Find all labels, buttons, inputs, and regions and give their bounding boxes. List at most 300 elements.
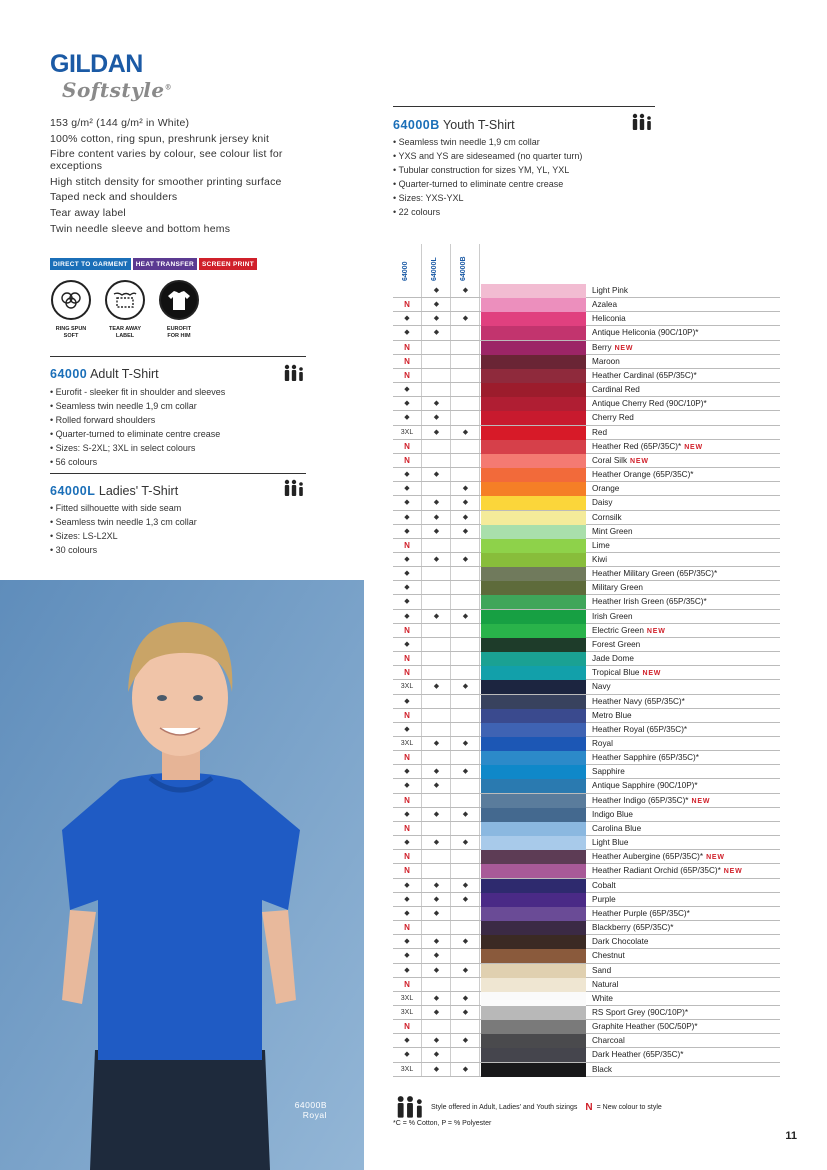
column-separator [450,794,451,807]
column-separator [479,638,480,651]
print-method-badges [50,258,257,270]
availability-cell: ◆ [433,315,440,323]
column-separator [421,539,422,552]
availability-cell: ◆ [462,612,469,620]
colour-name [592,964,611,978]
colour-swatch [481,949,586,963]
colour-swatch [481,765,586,779]
column-separator [450,468,451,481]
column-separator [450,949,451,962]
colour-swatch [481,822,586,836]
softstyle-logo: Softstyle® [62,78,173,102]
column-separator [421,284,422,297]
availability-cell [422,440,451,453]
column-separator [479,751,480,764]
colour-swatch [481,610,586,624]
column-separator [450,284,451,297]
column-separator [421,298,422,311]
column-separator [479,553,480,566]
colour-swatch [481,553,586,567]
column-separator [421,326,422,339]
availability-cell: ◆ [433,499,440,507]
column-separator [450,666,451,679]
colour-row [393,666,780,680]
column-separator [479,808,480,821]
availability-cell: ◆ [404,952,410,960]
divider [50,473,306,474]
availability-cell: ◆ [433,428,440,436]
colour-row [393,836,780,850]
column-separator [421,553,422,566]
column-separator [479,440,480,453]
column-separator [450,312,451,325]
column-separator [421,695,422,708]
availability-cell [451,666,480,679]
colour-row [393,879,780,893]
colour-swatch [481,907,586,921]
colour-swatch [481,695,586,709]
availability-cell: ◆ [433,966,440,974]
colour-row [393,1048,780,1062]
column-separator [450,326,451,339]
column-separator [421,652,422,665]
availability-cell: ◆ [404,1051,410,1059]
availability-cell [422,1020,451,1033]
colour-name-text: Heather Orange (65P/35C)* [592,470,694,480]
bullet-item: • Fitted silhouette with side seam [50,503,182,513]
availability-cell: N [404,979,410,989]
column-separator [450,836,451,849]
youth-feature-list [393,135,582,219]
colour-name [592,1006,688,1020]
availability-cell [451,326,480,339]
new-colour-tag: NEW [691,797,711,805]
colour-name [592,850,725,865]
colour-name-text: Tropical Blue [592,668,640,678]
availability-cell: ◆ [404,640,410,648]
colour-name [592,1063,612,1077]
colour-swatch [481,935,586,949]
colour-row [393,1063,780,1077]
colour-name [592,893,616,907]
colour-row [393,822,780,836]
colour-name-text: Blackberry (65P/35C)* [592,923,674,933]
product-photo [0,580,364,1170]
column-separator [421,1006,422,1019]
column-separator [479,1020,480,1033]
availability-cell: ◆ [433,740,440,747]
column-separator [479,383,480,396]
availability-cell: ◆ [404,471,410,479]
column-separator [421,765,422,778]
youth-people-icon [630,113,654,136]
availability-cell: ◆ [433,471,440,479]
new-colour-tag: NEW [614,344,634,352]
feature-icons [50,280,200,340]
column-separator [450,539,451,552]
column-separator [479,567,480,580]
colour-swatch [481,836,586,850]
legend-new-mark: N [585,1101,593,1113]
colour-name-text: Mint Green [592,526,633,536]
availability-cell [451,978,480,991]
availability-cell: 3XL [400,683,414,691]
availability-cell: ◆ [404,386,410,394]
colour-row [393,411,780,425]
youth-product-title: 64000B Youth T-Shirt [393,118,515,132]
availability-cell [422,978,451,991]
availability-cell: ◆ [462,485,469,493]
column-separator [479,822,480,835]
availability-cell: N [404,1022,410,1032]
colour-name [592,496,612,510]
column-separator [450,567,451,580]
availability-cell: ◆ [404,485,410,493]
colour-name [592,383,640,397]
cotton-boll-icon [51,280,91,320]
colour-swatch [481,454,586,468]
column-separator [479,779,480,792]
colour-row [393,610,780,624]
availability-cell: ◆ [462,994,469,1002]
availability-cell: ◆ [433,301,440,309]
colour-name [592,680,611,694]
column-separator [479,680,480,693]
colour-swatch [481,482,586,496]
column-separator [479,949,480,962]
colour-name [592,312,626,326]
feature-item: Taped neck and shoulders [50,191,178,204]
availability-cell [451,581,480,594]
colour-row [393,624,780,638]
colour-swatch [481,383,586,397]
colour-name-text: Antique Cherry Red (90C/10P)* [592,399,707,409]
column-separator [421,468,422,481]
colour-swatch [481,709,586,723]
column-separator [479,836,480,849]
colour-name [592,879,616,893]
colour-row [393,1020,780,1034]
availability-cell: ◆ [433,612,440,620]
availability-cell: ◆ [404,499,410,507]
column-separator [450,595,451,608]
colour-name-text: Heather Navy (65P/35C)* [592,696,685,706]
colour-row [393,935,780,949]
column-separator [479,921,480,934]
colour-name [592,411,634,425]
colour-name-text: Azalea [592,300,618,310]
colour-name [592,624,666,639]
column-separator [421,907,422,920]
column-separator [421,949,422,962]
column-separator [421,595,422,608]
availability-cell: 3XL [400,740,414,747]
availability-cell: N [404,668,410,678]
availability-cell [422,595,451,608]
colour-name [592,638,640,652]
colour-row [393,695,780,709]
column-separator [450,992,451,1005]
column-header-64000b: 64000B [460,256,467,281]
colour-name [592,525,633,539]
column-separator [421,850,422,863]
colour-name [592,765,625,779]
availability-cell [451,298,480,311]
colour-name-text: Light Blue [592,838,629,848]
column-separator [479,411,480,424]
availability-cell [451,539,480,552]
colour-name-text: White [592,993,613,1003]
colour-name [592,440,703,455]
column-separator [450,1034,451,1047]
colour-swatch [481,779,586,793]
availability-cell: ◆ [433,768,440,776]
column-separator [479,879,480,892]
bullet-item: • YXS and YS are sideseamed (no quarter turn) [393,151,583,161]
colour-name [592,1020,698,1034]
availability-cell [451,709,480,722]
colour-name [592,482,619,496]
colour-row [393,298,780,312]
bullet-item: • Quarter-turned to eliminate centre crease [393,179,564,189]
availability-cell: ◆ [433,1037,440,1045]
column-separator [479,454,480,467]
column-separator [450,411,451,424]
availability-cell [422,921,451,934]
adult-people-icon [282,364,306,387]
column-separator [421,496,422,509]
column-separator [450,695,451,708]
availability-cell: ◆ [404,329,410,337]
column-separator [421,666,422,679]
colour-row [393,482,780,496]
availability-cell [422,581,451,594]
availability-cell [451,468,480,481]
colour-name-text: Heather Purple (65P/35C)* [592,908,690,918]
availability-cell: ◆ [433,683,440,691]
colour-swatch [481,964,586,978]
availability-cell: ◆ [433,782,440,790]
availability-cell: ◆ [404,584,410,592]
availability-cell [422,794,451,807]
availability-cell [451,355,480,368]
availability-cell [451,779,480,792]
availability-cell: N [404,795,410,805]
column-separator [450,511,451,524]
availability-cell: ◆ [462,1065,469,1073]
column-separator [421,779,422,792]
availability-cell: ◆ [433,1065,440,1073]
colour-name [592,284,628,298]
column-separator [479,978,480,991]
bullet-item: • Quarter-turned to eliminate centre crease [50,429,221,439]
availability-cell: ◆ [404,810,410,818]
colour-row [393,808,780,822]
print-method-badge: SCREEN PRINT [199,258,257,270]
availability-cell [451,440,480,453]
feature-item: Twin needle sleeve and bottom hems [50,222,231,235]
availability-cell: ◆ [433,839,440,847]
colour-name-text: Cardinal Red [592,385,640,395]
column-separator [479,1048,480,1061]
colour-name [592,511,622,525]
column-separator [450,751,451,764]
availability-cell [422,850,451,863]
availability-cell: ◆ [404,570,410,578]
availability-cell [422,666,451,679]
column-separator [479,652,480,665]
availability-cell [451,454,480,467]
colour-row [393,864,780,878]
colour-name-text: Dark Heather (65P/35C)* [592,1050,684,1060]
bullet-item: • Seamless twin needle 1,9 cm collar [393,137,540,147]
colour-row [393,440,780,454]
colour-name [592,355,620,369]
legend-composition: *C = % Cotton, P = % Polyester [393,1120,492,1127]
column-separator [421,1048,422,1061]
availability-cell: ◆ [433,1008,440,1016]
availability-cell [422,751,451,764]
availability-cell: ◆ [462,499,469,507]
column-separator [421,397,422,410]
colour-row [393,680,780,694]
colour-swatch [481,397,586,411]
colour-name [592,836,628,850]
colour-swatch [481,666,586,680]
column-separator [421,567,422,580]
colour-swatch [481,808,586,822]
availability-cell: ◆ [433,810,440,818]
page-number: 11 [785,1130,797,1142]
availability-cell: 3XL [400,1008,414,1016]
colour-name-text: Navy [592,682,611,692]
feature-list [50,117,310,238]
column-separator [421,369,422,382]
column-separator [421,638,422,651]
availability-cell: N [404,342,410,352]
column-separator [479,723,480,736]
colour-name [592,666,661,681]
availability-cell: ◆ [404,612,410,620]
colour-name-text: Electric Green [592,625,644,635]
new-colour-tag: NEW [630,457,649,465]
column-separator [421,341,422,354]
colour-name-text: Cherry Red [592,413,634,423]
colour-name [592,822,641,836]
colour-row [393,723,780,737]
availability-cell: N [404,441,410,451]
column-separator [421,992,422,1005]
availability-cell: N [404,654,410,664]
availability-cell [422,723,451,736]
colour-row [393,850,780,864]
colour-name-text: Jade Dome [592,654,634,664]
colour-name [592,341,633,356]
colour-row [393,369,780,383]
column-separator [479,893,480,906]
column-separator [421,808,422,821]
availability-cell: ◆ [433,895,440,903]
availability-cell: ◆ [433,513,440,521]
availability-cell: ◆ [404,725,410,733]
tear-away-badge: TEAR AWAY LABEL [104,280,146,340]
column-separator [450,496,451,509]
ladies-product-title: 64000L Ladies' T-Shirt [50,484,179,498]
colour-name [592,864,743,879]
availability-cell: N [404,300,410,310]
colour-row [393,737,780,751]
colour-row [393,964,780,978]
column-header-64000: 64000 [402,261,409,281]
availability-cell: ◆ [462,555,469,563]
column-separator [421,794,422,807]
availability-cell [451,341,480,354]
colour-swatch [481,723,586,737]
availability-cell: 3XL [400,1065,414,1073]
colour-swatch [481,864,586,878]
availability-cell: N [404,852,410,862]
colour-name-text: Chestnut [592,951,625,961]
column-separator [479,341,480,354]
column-separator [421,709,422,722]
availability-cell: N [404,823,410,833]
availability-cell: ◆ [462,287,469,294]
availability-cell: ◆ [433,881,440,889]
bullet-item: • Sizes: S-2XL; 3XL in select colours [50,443,196,453]
availability-cell: ◆ [433,414,440,422]
column-separator [479,595,480,608]
column-separator [421,864,422,877]
colour-name [592,949,625,963]
availability-cell: ◆ [462,428,469,436]
colour-swatch [481,978,586,992]
availability-cell [422,454,451,467]
column-separator [421,511,422,524]
availability-cell: ◆ [462,938,469,946]
colour-name-text: Cornsilk [592,512,622,522]
column-separator [479,426,480,439]
feature-item: 100% cotton, ring spun, preshrunk jersey knit [50,132,270,145]
column-separator [450,680,451,693]
colour-name-text: Graphite Heather (50C/50P)* [592,1022,698,1032]
colour-name-text: Daisy [592,498,613,508]
colour-name-text: Heather Aubergine (65P/35C)* [592,852,704,862]
colour-name [592,794,710,809]
legend-sizings: Style offered in Adult, Ladies' and Youth sizings [431,1103,578,1111]
column-separator [450,1048,451,1061]
colour-name-text: Indigo Blue [592,809,633,819]
availability-cell: ◆ [404,555,410,563]
colour-name-text: Berry [592,342,612,352]
column-separator [421,426,422,439]
colour-name [592,539,610,553]
colour-name [592,468,694,482]
colour-name-text: Forest Green [592,639,641,649]
availability-cell [451,1020,480,1033]
colour-name [592,652,634,666]
column-separator [450,638,451,651]
column-separator [450,935,451,948]
column-separator [450,298,451,311]
colour-row [393,893,780,907]
availability-cell [422,383,451,396]
colour-name [592,326,699,340]
colour-name [592,553,607,567]
colour-row [393,326,780,340]
column-separator [479,284,480,297]
availability-cell: ◆ [462,881,469,889]
availability-cell: N [404,356,410,366]
